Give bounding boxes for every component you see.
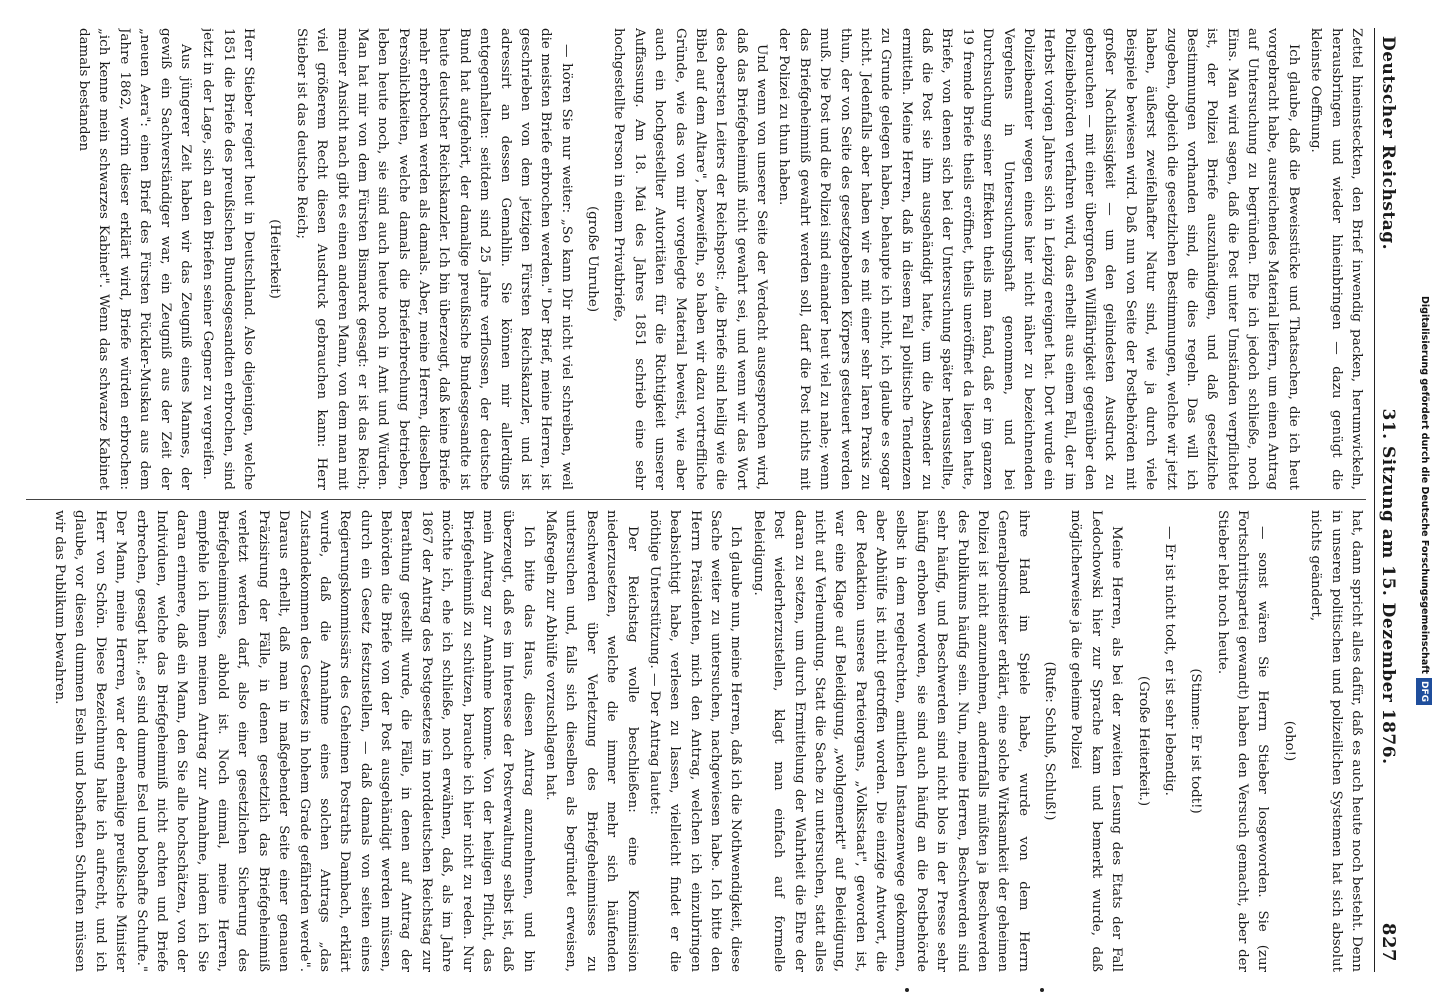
left-column (16, 28, 1366, 490)
right-column (16, 510, 1366, 972)
paragraph: Herr Stieber regiert heut in Deutschland. Also diejenigen, welche 1851 die Briefe des preußischen Bundesgesandten erbrochen, sind jetzt in der Lage, sich an den Briefen seiner Gegner zu vergreifen. (200, 28, 257, 490)
paragraph: Ich glaube nun, meine Herren, daß ich die Nothwendigkeit, diese Sache weiter zu untersuchen, nachgewiesen habe. Ich bitte den Herrn Präsidenten, mich den Antrag, welchen ich einzubringen beabsichtigt habe, verlesen zu lassen, vielleicht findet er die nöthige Unterstützung. — Der Antrag lautet: (647, 510, 744, 972)
interjection: (Heiterkeit) (267, 219, 283, 299)
paragraph: Meine Herren, als bei der zweiten Lesung des Etats der Fall Ledochowski hier zur Sprache kam und bemerkt wurde, daß möglicherweise ja die geheime Polizei (1068, 510, 1125, 972)
interjection: (Stimme: Er ist todt!) (1188, 668, 1204, 814)
digitization-credit (1416, 8, 1432, 993)
header-session: 31. Sitzung am 15. Dezember 1876. (1378, 408, 1398, 765)
interjection: (Große Heiterkeit.) (1135, 675, 1151, 807)
paragraph: Ich glaube, daß die Beweisstücke und Thatsachen, die ich heut vorgebracht habe, ausreichendes Material liefern, um einen Antrag auf Untersuchung zu begründen. Ehe ich jedoch schließe, noch Eins. Man wird sagen, daß die Post unter Umständen verpflichtet ist, der Polizei Briefe auszuhändigen, und daß gesetzliche Bestimmungen vorhanden sind, die dies regeln. Das will ich zugeben, obgleich die gesetzlichen Bestimmungen, welche wir jetzt haben, äußerst zweifelhafter Natur sind, wie ja durch viele Beispiele bewiesen wird. Daß nun von Seite der Postbehörden mit großer Nachlässigkeit — um den gelindesten Ausdruck zu gebrauchen — mit einer übergroßen Willfährigkeit gegenüber den Polizeibehörden verfahren wird, das erhellt aus einem Fall, der im Herbst vorigen Jahres sich in Leipzig ereignet hat. Dort wurde ein Polizeibeamter wegen eines hier nicht näher zu bezeichnenden Vergehens in Untersuchungshaft genommen, und bei Durchsuchung seiner Effekten theils man fand, daß er im ganzen 19 fremde Briefe theils eröffnet, theils uneröffnet da liegen hatte, Briefe, von denen sich bei der Untersuchung später herausstellte, daß die Post sie ihm ausgehändigt hatte, um die Absender zu ermitteln. Meine Herren, daß in diesem Fall politische Tendenzen zu Grunde gelegen haben, behaupte ich nicht, ich glaube es sogar nicht. Jedenfalls aber haben wir es mit einer sehr laren Praxis zu thun, der von Seite des gesetzgebenden Körpers gesteuert werden muß. Die Post und die Polizei sind einander heut viel zu nahe; wenn das Briefgeheimniß gewahrt werden soll, darf die Post nichts mit der Polizei zu thun haben. (776, 28, 1301, 490)
interjection: (oho!) (1281, 720, 1297, 762)
paragraph: Aus jüngerer Zeit haben wir das Zeugniß eines Mannes, der gewiß ein Sachverständiger war, ein Zeugniß aus der Zeit der „neuen Aera": einen Brief des Fürsten Pückler-Muskau aus dem Jahre 1862, worin dieser erklärt wird, Briefe würden erbrochen: „ich kenne mein schwarzes Kabinet". Wenn das schwarze Kabinet damals bestanden (76, 28, 193, 490)
header-title: Deutscher Reichstag. (1378, 36, 1398, 251)
page-number: 827 (1378, 922, 1399, 962)
interjection: (große Unruhe) (585, 205, 601, 313)
scan-speck (1040, 988, 1044, 992)
text-columns (16, 28, 1366, 972)
paragraph: Zettel hineinsteckten, den Brief inwendig packen, herumwickeln, herausbringen und wieder hineinbringen — dazu genügt die kleinste Oeffnung. (1308, 28, 1364, 490)
paragraph: — hören Sie nur weiter: „So kann Dir nicht viel schreiben, weil die meisten Briefe erbrochen werden." Der Brief, meine Herren, ist geschrieben von dem jetzigen Fürsten Reichskanzler, und ist adressirt an dessen Gemahlin. Sie können mir allerdings entgegenhalten: seitdem sind 25 Jahre verflossen, der deutsche Bund hat aufgehört, der damalige preußische Bundesgesandte ist heute deutscher Reichskanzler. Ich bin überzeugt, daß keine Briefe mehr erbrochen werden als damals. Aber, meine Herren, dieselben Persönlichkeiten, welche damals die Brieferbrechung betrieben, leben heute noch, sie sind auch heute noch in Amt und Würden. Man hat mir von dem Fürsten Bismarck gesagt: er ist das Reich; meiner Ansicht nach gibt es einen anderen Mann, von dem man mit viel größerem Recht diesen Ausdruck gebrauchen kann: Herr Stieber ist das deutsche Reich; (293, 28, 574, 490)
credit-text-wrapper (1416, 8, 1432, 993)
dfg-logo: DFG (1416, 678, 1432, 705)
paragraph: — Er ist nicht todt, er ist sehr lebendig. (1162, 526, 1177, 796)
interjection: (Rufe: Schluß, Schluß!) (1042, 661, 1058, 821)
column-divider (26, 499, 1366, 500)
paragraph: — sonst wären Sie Herrn Stieber losgeworden. Sie (zur Fortschrittspartei gewandt) haben den Versuch gemacht, aber der Stieber lebt noch heute. (1214, 510, 1271, 972)
credit-text: Digitalisierung gefördert durch die Deutsche Forschungsgemeinschaft (1419, 296, 1430, 674)
page-header (1374, 28, 1414, 972)
paragraph: ihre Hand im Spiele habe, wurde von dem Herrn Generalpostmeister erklärt, eine solche Wirksamkeit der geheimen Polizei ist nicht anzunehmen, andernfalls müßten ja Beschwerden des Publikums häufig sein. Nun, meine Herren, Beschwerden sind sehr häufig, und Beschwerden sind nicht blos in der Presse sehr häufig erhoben worden, sie sind auch häufig an die Postbehörde selbst in dem regelrechten, amtlichen Instanzenwege gekommen, aber Abhülfe ist nicht getroffen worden. Die einzige Antwort, die der Redaktion unseres Parteiorgans, „Volksstaat", geworden ist, war eine Klage auf Beleidigung, „wohlgemerkt" auf Beleidigung, nicht auf Verleumdung. Statt die Sache zu untersuchen, statt alles daran zu setzen, um durch Ermittelung der Wahrheit die Ehre der Post wiederherzustellen, klagt man einfach auf formelle Beleidigung. (750, 510, 1031, 972)
paragraph: Und wenn von unserer Seite der Verdacht ausgesprochen wird, daß das Briefgeheimniß nicht gewahrt sei, und wenn wir das Wort des obersten Leiters der Reichspost: „die Briefe sind heilig wie die Bibel auf dem Altare", bezweifeln, so haben wir dazu vortreffliche Gründe, wie das von mir vorgelegte Material beweist, wie aber auch ein hochgestellter Autoritäten für die Richtigkeit unserer Auffassung. Am 18. Mai des Jahres 1851 schrieb eine sehr hochgestellte Person in einem Privatbriefe, (611, 28, 770, 490)
paragraph: Der Reichstag wolle beschließen: eine Kommission niederzusetzen, welche die immer mehr sich häufenden Beschwerden über Verletzung des Briefgeheimnisses zu untersuchen und, falls sich dieselben als begründet erweisen, Maßregeln zur Abhülfe vorzuschlagen hat. (543, 510, 640, 972)
scan-speck (905, 988, 909, 992)
paragraph: hat, dann spricht alles dafür, daß es auch heute noch besteht. Denn in unseren politischen und polizeilichen Systemen hat sich absolut nichts geändert, (1308, 510, 1364, 972)
paragraph: Ich bitte das Haus, diesen Antrag anzunehmen, und bin überzeugt, daß es im Interesse der Postverwaltung selbst ist, daß mein Antrag zur Annahme komme. Von der heiligen Pflicht, das Briefgeheimniß zu schützen, brauche ich hier nicht zu reden. Nur möchte ich, ehe ich schließe, noch erwähnen, daß, als im Jahre 1867 der Antrag des Postgesetzes im norddeutschen Reichstag zur Berathung gestellt wurde, die Fälle, in denen auf Antrag der Behörden die Briefe von der Post ausgehändigt werden müssen, durch ein Gesetz festzustellen, — daß damals von seiten eines Regierungskommissärs des Geheimen Postraths Dambach, erklärt wurde, daß die Annahme eines solchen Antrags „das Zustandekommen des Gesetzes in hohem Grade gefährden werde". Daraus erhellt, daß man in maßgebender Seite einer genauen Präzisirung der Fälle, in denen gesetzlich das Briefgeheimniß verletzt werden darf, also einer gesetzlichen Sicherung des Briefgeheimnisses, abhold ist. Noch einmal, meine Herren, empfehle ich Ihnen meinen Antrag zur Annahme, indem ich Sie daran erinnere, daß ein Mann, den Sie alle hochschätzen, von der Individuen, welche das Briefgeheimniß nicht achten und Briefe erbrechen, gesagt hat: „es sind dumme Esel und boshafte Schufte." Der Mann, meine Herren, war der ehemalige preußische Minister Herr von Schön. Diese Bezeichnung halte ich aufrecht, und ich glaube, vor diesen dummen Eseln und boshaften Schuften müssen wir das Publikum bewahren. (52, 510, 536, 972)
document-page (4, 28, 1414, 972)
